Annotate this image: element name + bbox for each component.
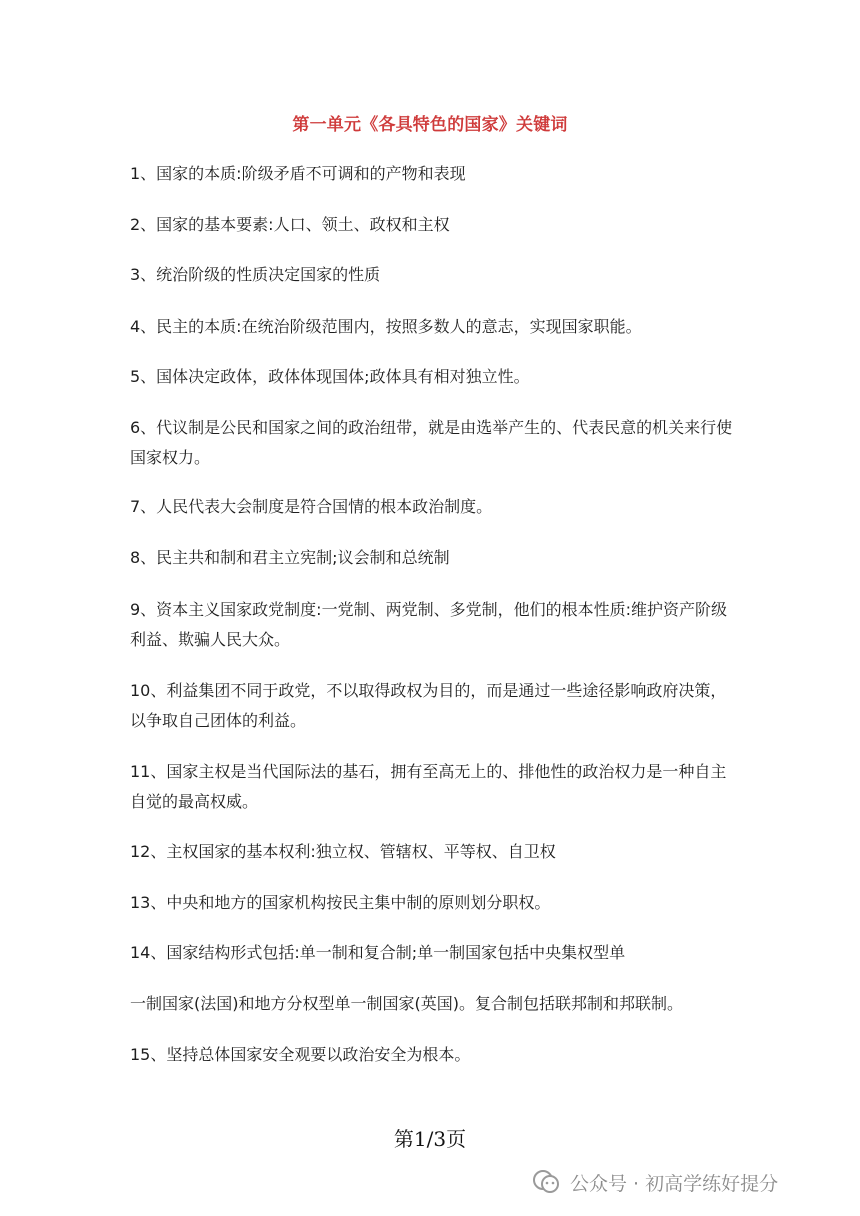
list-item-14-continuation — [130, 989, 730, 1019]
list-item-11 — [130, 757, 730, 817]
list-item-6 — [130, 413, 733, 473]
item-line: 1、国家的本质:阶级矛盾不可调和的产物和表现 — [130, 164, 466, 183]
list-item-4 — [130, 312, 730, 342]
list-item-3 — [130, 260, 730, 290]
item-line: 自觉的最高权威。 — [130, 792, 259, 811]
item-line: 6、代议制是公民和国家之间的政治纽带，就是由选举产生的、代表民意的机关来行使 — [130, 418, 733, 437]
list-item-1 — [130, 159, 730, 189]
list-item-14 — [130, 938, 730, 968]
page-number: 第1/3页 — [393, 1127, 467, 1151]
item-line: 国家权力。 — [130, 448, 211, 467]
item-line: 4、民主的本质:在统治阶级范围内，按照多数人的意志，实现国家职能。 — [130, 317, 642, 336]
item-line: 5、国体决定政体，政体体现国体;政体具有相对独立性。 — [130, 367, 530, 386]
item-line: 7、人民代表大会制度是符合国情的根本政治制度。 — [130, 497, 493, 516]
item-line: 14、国家结构形式包括:单一制和复合制;单一制国家包括中央集权型单 — [130, 943, 626, 962]
item-line: 利益、欺骗人民大众。 — [130, 630, 291, 649]
item-line: 9、资本主义国家政党制度:一党制、两党制、多党制，他们的根本性质:维护资产阶级 — [130, 600, 727, 619]
list-item-15 — [130, 1040, 730, 1070]
item-line: 3、统治阶级的性质决定国家的性质 — [130, 265, 381, 284]
list-item-13 — [130, 888, 730, 918]
item-line: 13、中央和地方的国家机构按民主集中制的原则划分职权。 — [130, 893, 551, 912]
item-line: 10、利益集团不同于政党，不以取得政权为目的，而是通过一些途径影响政府决策， — [130, 681, 727, 700]
item-line: 2、国家的基本要素:人口、领土、政权和主权 — [130, 215, 450, 234]
item-line: 15、坚持总体国家安全观要以政治安全为根本。 — [130, 1045, 471, 1064]
document-title: 第一单元《各具特色的国家》关键词 — [292, 115, 568, 135]
watermark — [530, 1164, 778, 1200]
watermark-text: 公众号 · 初高学练好提分 — [570, 1172, 779, 1195]
wechat-official-account-icon — [530, 1166, 562, 1198]
item-line: 11、国家主权是当代国际法的基石，拥有至高无上的、排他性的政治权力是一种自主 — [130, 762, 727, 781]
item-line: 以争取自己团体的利益。 — [130, 711, 307, 730]
list-item-7 — [130, 492, 730, 522]
list-item-5 — [130, 362, 730, 392]
list-item-8 — [130, 543, 730, 573]
list-item-2 — [130, 210, 730, 240]
item-line: 一制国家(法国)和地方分权型单一制国家(英国)。复合制包括联邦制和邦联制。 — [130, 994, 683, 1013]
list-item-9 — [130, 595, 730, 655]
list-item-12 — [130, 837, 730, 867]
list-item-10 — [130, 676, 730, 736]
item-line: 12、主权国家的基本权利:独立权、管辖权、平等权、自卫权 — [130, 842, 556, 861]
item-line: 8、民主共和制和君主立宪制;议会制和总统制 — [130, 548, 450, 567]
